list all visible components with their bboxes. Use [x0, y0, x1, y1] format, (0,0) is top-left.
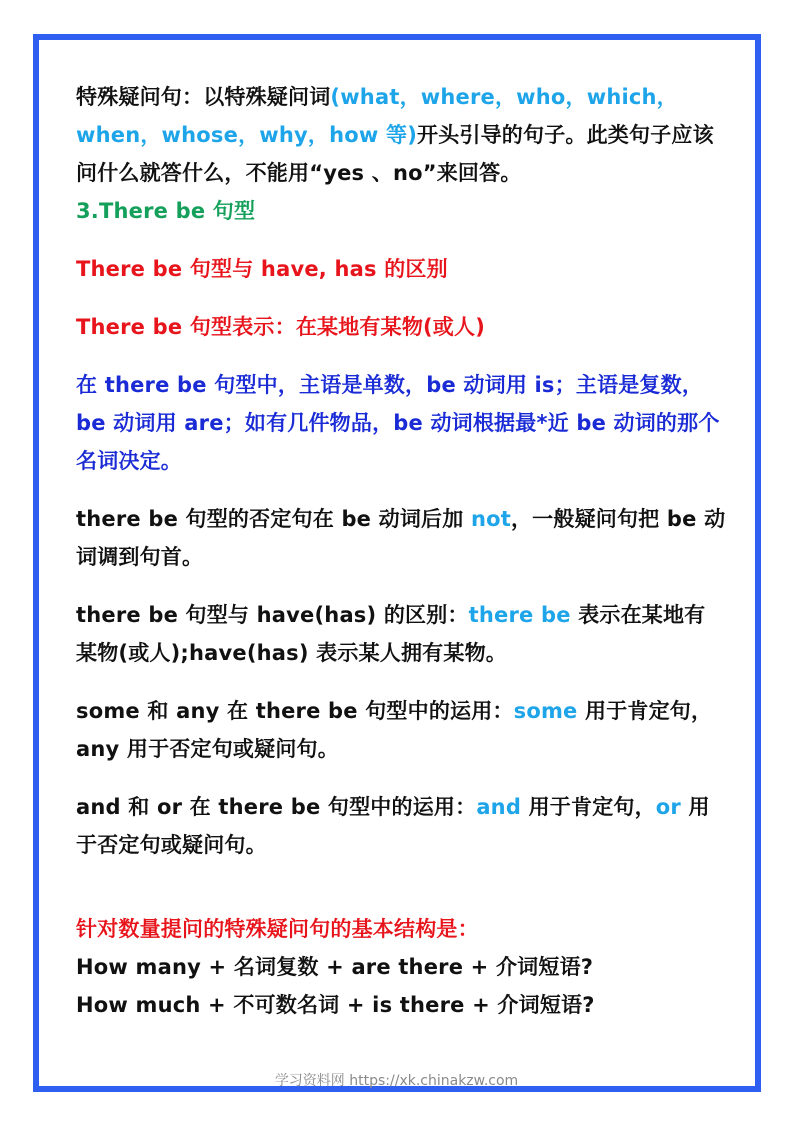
subject-verb-rule-paragraph: 在 there be 句型中，主语是单数，be 动词用 is；主语是复数，be 动词用 are；如有几件物品，be 动词根据最*近 be 动词的那个名词决定。: [76, 373, 720, 473]
structure-line-how-much: How much + 不可数名词 + is there + 介词短语?: [76, 993, 595, 1017]
and-or-text: and 和 or 在 there be 句型中的运用：: [76, 795, 477, 819]
and-or-middle: 用于肯定句，: [521, 795, 656, 819]
some-any-text-tail: 用于肯定句， any 用于否定句或疑问句。: [76, 699, 713, 761]
intro-lead: 特殊疑问句：以特殊疑问词: [76, 85, 331, 109]
some-any-text: some 和 any 在 there be 句型中的运用：: [76, 699, 514, 723]
difference-text: there be 句型与 have(has) 的区别：: [76, 603, 469, 627]
difference-text-tail: 表示在某地有某物(或人);have(has) 表示某人拥有某物。: [76, 603, 706, 665]
some-keyword: some: [513, 699, 578, 723]
negation-paragraph: [76, 500, 726, 576]
intro-paragraph: [76, 78, 726, 192]
question-words: (what，where，who，which，when，whose，why，how 等): [76, 85, 678, 147]
section-heading: 3.There be 句型: [76, 199, 256, 223]
difference-paragraph: [76, 596, 726, 672]
some-any-paragraph: [76, 692, 726, 768]
intro-tail: 开头引导的句子。此类句子应该问什么就答什么，不能用“yes 、no”来回答。: [76, 123, 714, 185]
and-or-text-tail: 用于否定句或疑问句。: [76, 795, 710, 857]
negation-keyword: not: [470, 507, 511, 531]
structure-heading: 针对数量提问的特殊疑问句的基本结构是：: [76, 917, 479, 941]
watermark: 学习资料网 https://xk.chinakzw.com: [274, 1073, 519, 1089]
negation-text-tail: ，一般疑问句把 be 动词调到句首。: [76, 507, 726, 569]
red-heading-difference: There be 句型与 have, has 的区别: [76, 257, 448, 281]
negation-text: there be 句型的否定句在 be 动词后加: [76, 507, 471, 531]
difference-keyword: there be: [468, 603, 571, 627]
document-body: [76, 78, 726, 1024]
and-keyword: and: [476, 795, 522, 819]
or-keyword: or: [655, 795, 681, 819]
and-or-paragraph: [76, 788, 726, 864]
red-heading-meaning: There be 句型表示：在某地有某物(或人): [76, 315, 486, 339]
structure-line-how-many: How many + 名词复数 + are there + 介词短语?: [76, 955, 594, 979]
